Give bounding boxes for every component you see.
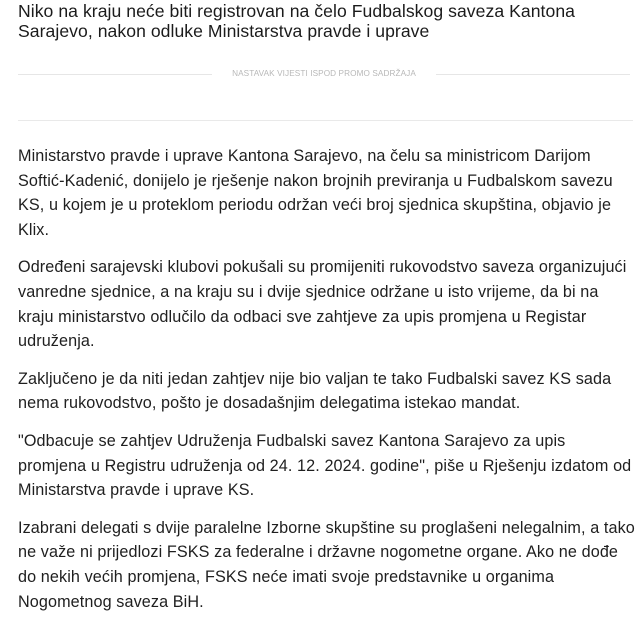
article-paragraph: Određeni sarajevski klubovi pokušali su promijeniti rukovodstvo saveza organizujući vanredne sjednice, a na kraju su i dvije sjednice održane u isto vrijeme, da bi na kraju ministarstvo odlučilo da odbaci sve zahtjeve za upis promjena u Registar udruženja. [18,258,627,351]
promo-separator [18,66,630,84]
separator-line-right [436,74,630,75]
article-paragraph: "Odbacuje se zahtjev Udruženja Fudbalski savez Kantona Sarajevo za upis promjena u Registru udruženja od 24. 12. 2024. godine", piše u Rješenju izdatom od Ministarstva pravde i uprave KS. [18,431,632,500]
related-article-link[interactable]: Niko na kraju neće biti registrovan na čelo Fudbalskog saveza Kantona Sarajevo, nakon odluke Ministarstva pravde i uprave [18,1,575,41]
promo-separator-label: NASTAVAK VIJESTI ISPOD PROMO SADRŽAJA [232,69,416,78]
article-body [18,144,638,625]
article-paragraph: Izabrani delegati s dvije paralelne Izborne skupštine su proglašeni nelegalnim, a tako ne važe ni prijedlozi FSKS za federalne i državne nogometne organe. Ako ne dođe do nekih većih promjena, FSKS neće imati svoje predstavnike u organima Nogometnog saveza BiH. [18,518,635,611]
section-divider [18,120,633,121]
article-paragraph: Zaključeno je da niti jedan zahtjev nije bio valjan te tako Fudbalski savez KS sada nema rukovodstvo, pošto je dosadašnjim delegatima istekao mandat. [18,369,612,413]
article-paragraph: Ministarstvo pravde i uprave Kantona Sarajevo, na čelu sa ministricom Darijom Softić-Kadenić, donijelo je rješenje nakon brojnih previranja u Fudbalskom savezu KS, u kojem je u proteklom periodu održan veći broj sjednica skupština, objavio je Klix. [18,147,613,239]
separator-line-left [18,74,212,75]
